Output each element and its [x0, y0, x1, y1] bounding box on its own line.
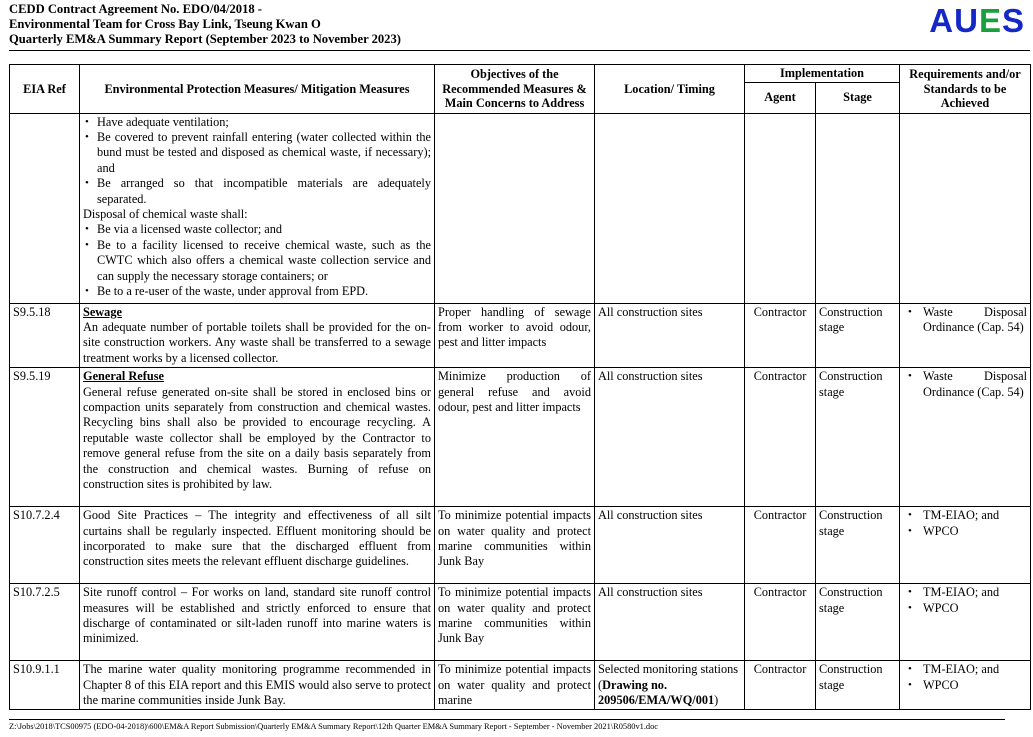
- report-line: Quarterly EM&A Summary Report (September 2023 to November 2023): [9, 32, 401, 46]
- eia-ref-cell: [10, 113, 80, 303]
- aues-logo: AUES: [929, 2, 1025, 39]
- requirement-item: • TM-EIAO; and: [903, 508, 1027, 523]
- bullet-item: • Have adequate ventilation;: [83, 115, 431, 130]
- bullet-item: • Be arranged so that incompatible materials are adequately separated.: [83, 176, 431, 207]
- requirements-cell: [900, 584, 1031, 661]
- measure-cell: Good Site Practices – The integrity and effectiveness of all silt curtains shall be regularly inspected. Effluent monitoring should be incorporated to make sure that the discharged effluent from construction sites meets the relevant effluent discharge guidelines.: [80, 507, 435, 584]
- stage-cell: Construction stage: [816, 507, 900, 584]
- requirements-cell: [900, 661, 1031, 710]
- requirements-list: [903, 508, 1027, 539]
- measure-cell: The marine water quality monitoring programme recommended in Chapter 8 of this EIA report and this EMIS would also serve to protect the marine communities inside Junk Bay.: [80, 661, 435, 710]
- objective-cell: Proper handling of sewage from worker to avoid odour, pest and litter impacts: [435, 303, 595, 368]
- objective-cell: To minimize potential impacts on water quality and protect marine communities within Junk Bay: [435, 507, 595, 584]
- stage-cell: Construction stage: [816, 303, 900, 368]
- eia-ref-cell: S9.5.18: [10, 303, 80, 368]
- contract-line: CEDD Contract Agreement No. EDO/04/2018 -: [9, 2, 263, 16]
- mitigation-measures-table: [9, 64, 1031, 710]
- agent-cell: Contractor: [745, 661, 816, 710]
- header-requirements: Requirements and/or Standards to be Achieved: [900, 65, 1031, 114]
- file-path-footer: Z:\Jobs\2018\TCS00975 (EDO-04-2018)\600\EM&A Report Submission\Quarterly EM&A Summary Report\12th Quarter EM&A Summary Report - September - November 2021\R0580v1.doc: [9, 722, 658, 731]
- drawing-number: Drawing no. 209506/EMA/WQ/001: [598, 677, 715, 707]
- objective-cell: Minimize production of general refuse and avoid odour, pest and litter impacts: [435, 368, 595, 507]
- table-row: [10, 584, 1031, 661]
- bullet-item: • Be to a re-user of the waste, under approval from EPD.: [83, 284, 431, 299]
- location-prefix: Selected monitoring stations (: [598, 662, 739, 692]
- requirements-cell: [900, 507, 1031, 584]
- page-header: [9, 2, 1029, 50]
- agent-cell: Contractor: [745, 368, 816, 507]
- measure-cell: Site runoff control – For works on land, standard site runoff control measures will be established and strictly enforced to ensure that discharge of contaminated or silt-laden runoff into marine waters is minimized.: [80, 584, 435, 661]
- requirement-item: • TM-EIAO; and: [903, 662, 1027, 677]
- stage-cell: Construction stage: [816, 661, 900, 710]
- measure-cell: [80, 113, 435, 303]
- stage-cell: Construction stage: [816, 368, 900, 507]
- eia-ref-cell: S9.5.19: [10, 368, 80, 507]
- requirements-cell: [900, 113, 1031, 303]
- disposal-bullets: [83, 222, 431, 299]
- bullet-item: • Be via a licensed waste collector; and: [83, 222, 431, 237]
- header-stage: Stage: [816, 82, 900, 113]
- requirements-list: [903, 369, 1027, 400]
- measure-cell: [80, 303, 435, 368]
- bullet-item: • Be covered to prevent rainfall entering (water collected within the bund must be tested and disposed as chemical waste, if necessary); and: [83, 130, 431, 176]
- objective-cell: To minimize potential impacts on water quality and protect marine communities within Junk Bay: [435, 584, 595, 661]
- table-row: [10, 368, 1031, 507]
- objective-cell: [435, 113, 595, 303]
- header-agent: Agent: [745, 82, 816, 113]
- location-cell: All construction sites: [595, 507, 745, 584]
- eia-ref-cell: S10.7.2.4: [10, 507, 80, 584]
- table-row: [10, 661, 1031, 710]
- measure-title: General Refuse: [83, 369, 164, 384]
- location-cell: All construction sites: [595, 303, 745, 368]
- measure-text: An adequate number of portable toilets shall be provided for the on-site construction workers. Any waste shall be transferred to a sewage treatment works by a licensed collector.: [83, 319, 431, 365]
- eia-ref-cell: S10.7.2.5: [10, 584, 80, 661]
- location-cell: All construction sites: [595, 584, 745, 661]
- footer-divider: [9, 719, 1005, 720]
- agent-cell: Contractor: [745, 303, 816, 368]
- requirements-list: [903, 662, 1027, 693]
- measure-cell: [80, 368, 435, 507]
- location-cell: All construction sites: [595, 368, 745, 507]
- header-objectives: Objectives of the Recommended Measures & Main Concerns to Address: [435, 65, 595, 114]
- requirement-item: • Waste Disposal Ordinance (Cap. 54): [903, 369, 1027, 400]
- table-row: [10, 303, 1031, 368]
- measure-title: Sewage: [83, 304, 122, 319]
- requirement-item: • WPCO: [903, 678, 1027, 693]
- eia-ref-cell: S10.9.1.1: [10, 661, 80, 710]
- requirements-cell: [900, 368, 1031, 507]
- measure-text: General refuse generated on-site shall be stored in enclosed bins or compaction units separately from construction and chemical wastes. Recycling bins shall also be provided to encourage recycling. A reputable waste collector shall be employed by the Contractor to remove general refuse from the site on a daily basis separately from the construction and chemical wastes. Burning of refuse on construction sites is prohibited by law.: [83, 384, 431, 491]
- table-row-continued: [10, 113, 1031, 303]
- requirements-list: [903, 585, 1027, 616]
- agent-cell: [745, 113, 816, 303]
- team-line: Environmental Team for Cross Bay Link, Tseung Kwan O: [9, 17, 321, 31]
- objective-cell: To minimize potential impacts on water quality and protect marine: [435, 661, 595, 710]
- bullet-item: • Be to a facility licensed to receive chemical waste, such as the CWTC which also offers a chemical waste collection service and can supply the necessary storage containers; or: [83, 238, 431, 284]
- table-row: [10, 507, 1031, 584]
- requirement-item: • WPCO: [903, 524, 1027, 539]
- location-cell: [595, 113, 745, 303]
- stage-cell: Construction stage: [816, 584, 900, 661]
- requirement-item: • WPCO: [903, 601, 1027, 616]
- report-title-block: [9, 2, 401, 47]
- header-divider: [9, 50, 1030, 51]
- location-suffix: ): [714, 692, 719, 707]
- requirements-cell: [900, 303, 1031, 368]
- header-eia-ref: EIA Ref: [10, 65, 80, 114]
- header-measures: Environmental Protection Measures/ Mitigation Measures: [80, 65, 435, 114]
- header-implementation: Implementation: [745, 65, 900, 83]
- header-location: Location/ Timing: [595, 65, 745, 114]
- requirement-item: • Waste Disposal Ordinance (Cap. 54): [903, 305, 1027, 336]
- storage-bullets: [83, 115, 431, 207]
- agent-cell: Contractor: [745, 584, 816, 661]
- requirement-item: • TM-EIAO; and: [903, 585, 1027, 600]
- requirements-list: [903, 305, 1027, 336]
- stage-cell: [816, 113, 900, 303]
- location-cell: [595, 661, 745, 710]
- agent-cell: Contractor: [745, 507, 816, 584]
- disposal-subheading: Disposal of chemical waste shall:: [83, 206, 248, 221]
